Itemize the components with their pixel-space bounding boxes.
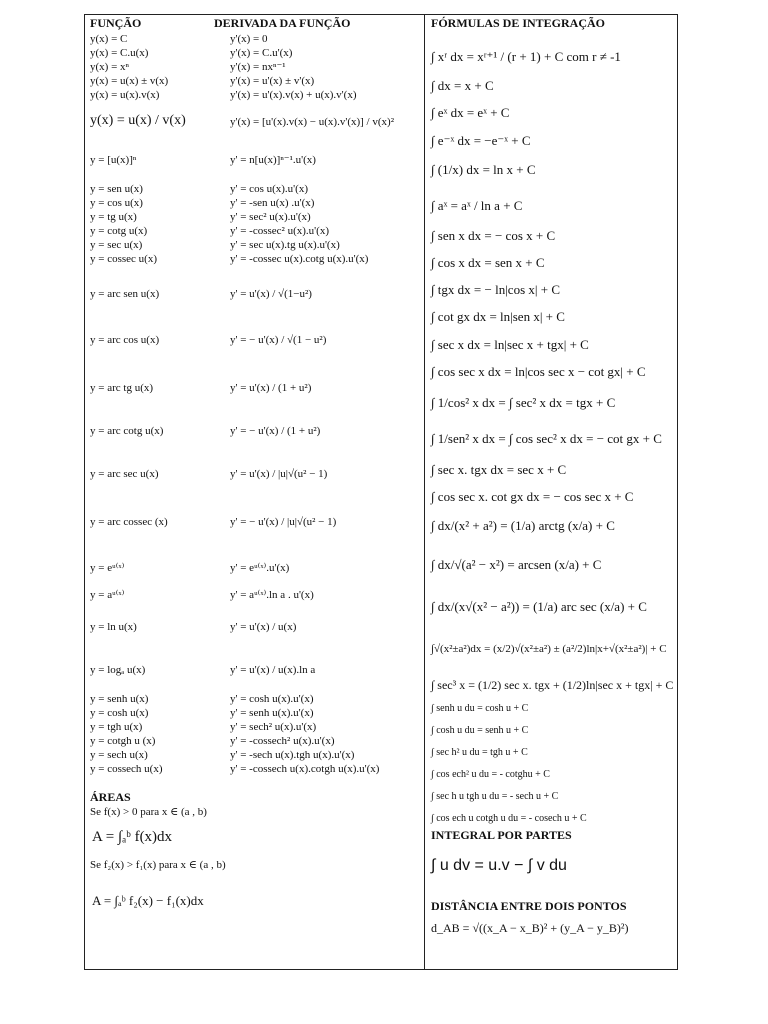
derivative-10: y' = -cossec² u(x).u'(x)	[230, 225, 329, 237]
area-condition-2: Se f₂(x) > f₁(x) para x ∈ (a , b)	[90, 859, 226, 871]
integral-20: ∫ sec³ x = (1/2) sec x. tgx + (1/2)ln|sec x + tgx| + C	[431, 678, 674, 692]
derivative-16: y' = − u'(x) / (1 + u²)	[230, 425, 321, 437]
derivative-0: y'(x) = 0	[230, 33, 268, 45]
function-8: y = cos u(x)	[90, 197, 143, 209]
function-18: y = arc cossec (x)	[90, 516, 168, 528]
function-14: y = arc cos u(x)	[90, 334, 160, 346]
integral-8: ∫ tgx dx = − ln|cos x| + C	[431, 282, 560, 297]
function-24: y = cosh u(x)	[90, 707, 149, 719]
derivative-27: y' = -sech u(x).tgh u(x).u'(x)	[230, 749, 355, 761]
integral-19: ∫√(x²±a²)dx = (x/2)√(x²±a²) ± (a²/2)ln|x+√(x²±a²)| + C	[431, 643, 667, 655]
function-28: y = cossech u(x)	[90, 763, 163, 775]
derivative-5: y'(x) = [u'(x).v(x) − u(x).v'(x)] / v(x)²	[230, 116, 394, 128]
integral-0: ∫ xʳ dx = xʳ⁺¹ / (r + 1) + C com r ≠ -1	[431, 49, 621, 64]
integral-25: ∫ sec h u tgh u du = - sech u + C	[431, 791, 559, 802]
area-formula-2: A = ∫ₐᵇ f₂(x) − f₁(x)dx	[92, 893, 204, 908]
derivative-21: y' = u'(x) / u(x)	[230, 621, 297, 633]
header-integracao: FÓRMULAS DE INTEGRAÇÃO	[431, 16, 606, 30]
function-3: y(x) = u(x) ± v(x)	[90, 75, 169, 87]
integral-24: ∫ cos ech² u du = - cotghu + C	[431, 769, 550, 780]
function-0: y(x) = C	[90, 33, 128, 45]
function-16: y = arc cotg u(x)	[90, 425, 164, 437]
function-1: y(x) = C.u(x)	[90, 47, 149, 59]
integral-10: ∫ sec x dx = ln|sec x + tgx| + C	[431, 337, 589, 352]
integral-18: ∫ dx/(x√(x² − a²)) = (1/a) arc sec (x/a) + C	[431, 599, 647, 614]
function-2: y(x) = xⁿ	[90, 61, 129, 73]
derivative-13: y' = u'(x) / √(1−u²)	[230, 288, 312, 300]
derivative-8: y' = -sen u(x) .u'(x)	[230, 197, 315, 209]
integral-17: ∫ dx/√(a² − x²) = arcsen (x/a) + C	[431, 557, 602, 572]
distancia-formula: d_AB = √((x_A − x_B)² + (y_A − y_B)²)	[431, 921, 629, 935]
derivative-4: y'(x) = u'(x).v(x) + u(x).v'(x)	[230, 89, 357, 101]
integral-14: ∫ sec x. tgx dx = sec x + C	[431, 462, 567, 477]
function-11: y = sec u(x)	[90, 239, 143, 251]
derivative-23: y' = cosh u(x).u'(x)	[230, 693, 314, 705]
integral-12: ∫ 1/cos² x dx = ∫ sec² x dx = tgx + C	[431, 395, 616, 410]
function-6: y = [u(x)]ⁿ	[90, 154, 137, 166]
derivative-3: y'(x) = u'(x) ± v'(x)	[230, 75, 315, 87]
derivative-11: y' = sec u(x).tg u(x).u'(x)	[230, 239, 340, 251]
function-10: y = cotg u(x)	[90, 225, 148, 237]
integral-7: ∫ cos x dx = sen x + C	[431, 255, 545, 270]
integral-21: ∫ senh u du = cosh u + C	[431, 703, 529, 714]
integral-9: ∫ cot gx dx = ln|sen x| + C	[431, 309, 565, 324]
function-4: y(x) = u(x).v(x)	[90, 89, 160, 101]
function-27: y = sech u(x)	[90, 749, 148, 761]
header-areas: ÁREAS	[90, 790, 131, 804]
header-distancia: DISTÂNCIA ENTRE DOIS PONTOS	[431, 899, 627, 913]
derivative-1: y'(x) = C.u'(x)	[230, 47, 293, 59]
function-19: y = eᵘ⁽ˣ⁾	[90, 562, 125, 574]
integral-22: ∫ cosh u du = senh u + C	[431, 725, 529, 736]
derivative-28: y' = -cossech u(x).cotgh u(x).u'(x)	[230, 763, 380, 775]
integral-13: ∫ 1/sen² x dx = ∫ cos sec² x dx = − cot gx + C	[431, 431, 662, 446]
integral-23: ∫ sec h² u du = tgh u + C	[431, 747, 528, 758]
header-derivada: DERIVADA DA FUNÇÃO	[214, 16, 351, 30]
area-condition-1: Se f(x) > 0 para x ∈ (a , b)	[90, 806, 207, 818]
function-20: y = aᵘ⁽ˣ⁾	[90, 589, 125, 601]
derivative-2: y'(x) = nxⁿ⁻¹	[230, 61, 286, 73]
function-26: y = cotgh u (x)	[90, 735, 156, 747]
integral-6: ∫ sen x dx = − cos x + C	[431, 228, 556, 243]
function-13: y = arc sen u(x)	[90, 288, 160, 300]
integral-16: ∫ dx/(x² + a²) = (1/a) arctg (x/a) + C	[431, 518, 615, 533]
integral-por-partes: ∫ u dv = u.v − ∫ v du	[431, 857, 567, 874]
header-funcao: FUNÇÃO	[90, 16, 142, 30]
derivative-20: y' = aᵘ⁽ˣ⁾.ln a . u'(x)	[230, 589, 314, 601]
derivative-22: y' = u'(x) / u(x).ln a	[230, 664, 316, 676]
derivative-6: y' = n[u(x)]ⁿ⁻¹.u'(x)	[230, 154, 316, 166]
integral-11: ∫ cos sec x dx = ln|cos sec x − cot gx| + C	[431, 364, 646, 379]
function-7: y = sen u(x)	[90, 183, 143, 195]
function-12: y = cossec u(x)	[90, 253, 157, 265]
column-divider	[424, 14, 425, 970]
header-partes: INTEGRAL POR PARTES	[431, 828, 572, 842]
derivative-9: y' = sec² u(x).u'(x)	[230, 211, 311, 223]
derivative-18: y' = − u'(x) / |u|√(u² − 1)	[230, 516, 337, 528]
derivative-14: y' = − u'(x) / √(1 − u²)	[230, 334, 327, 346]
derivative-24: y' = senh u(x).u'(x)	[230, 707, 314, 719]
derivative-15: y' = u'(x) / (1 + u²)	[230, 382, 312, 394]
function-15: y = arc tg u(x)	[90, 382, 154, 394]
integral-15: ∫ cos sec x. cot gx dx = − cos sec x + C	[431, 489, 634, 504]
function-25: y = tgh u(x)	[90, 721, 143, 733]
function-5: y(x) = u(x) / v(x)	[90, 113, 186, 128]
left-column	[90, 16, 420, 966]
integral-1: ∫ dx = x + C	[431, 78, 494, 93]
integral-3: ∫ e⁻ˣ dx = −e⁻ˣ + C	[431, 133, 531, 148]
derivative-25: y' = sech² u(x).u'(x)	[230, 721, 317, 733]
right-column	[431, 16, 673, 966]
integral-2: ∫ eˣ dx = eˣ + C	[431, 105, 510, 120]
integral-5: ∫ aˣ = aˣ / ln a + C	[431, 198, 523, 213]
derivative-17: y' = u'(x) / |u|√(u² − 1)	[230, 468, 328, 480]
area-formula-1: A = ∫ₐᵇ f(x)dx	[92, 829, 173, 845]
derivative-26: y' = -cossech² u(x).u'(x)	[230, 735, 335, 747]
function-21: y = ln u(x)	[90, 621, 137, 633]
function-23: y = senh u(x)	[90, 693, 149, 705]
function-9: y = tg u(x)	[90, 211, 137, 223]
derivative-19: y' = eᵘ⁽ˣ⁾.u'(x)	[230, 562, 290, 574]
integral-26: ∫ cos ech u cotgh u du = - cosech u + C	[431, 813, 587, 824]
function-22: y = logₐ u(x)	[90, 664, 146, 676]
function-17: y = arc sec u(x)	[90, 468, 159, 480]
integral-4: ∫ (1/x) dx = ln x + C	[431, 162, 536, 177]
derivative-12: y' = -cossec u(x).cotg u(x).u'(x)	[230, 253, 369, 265]
derivative-7: y' = cos u(x).u'(x)	[230, 183, 308, 195]
